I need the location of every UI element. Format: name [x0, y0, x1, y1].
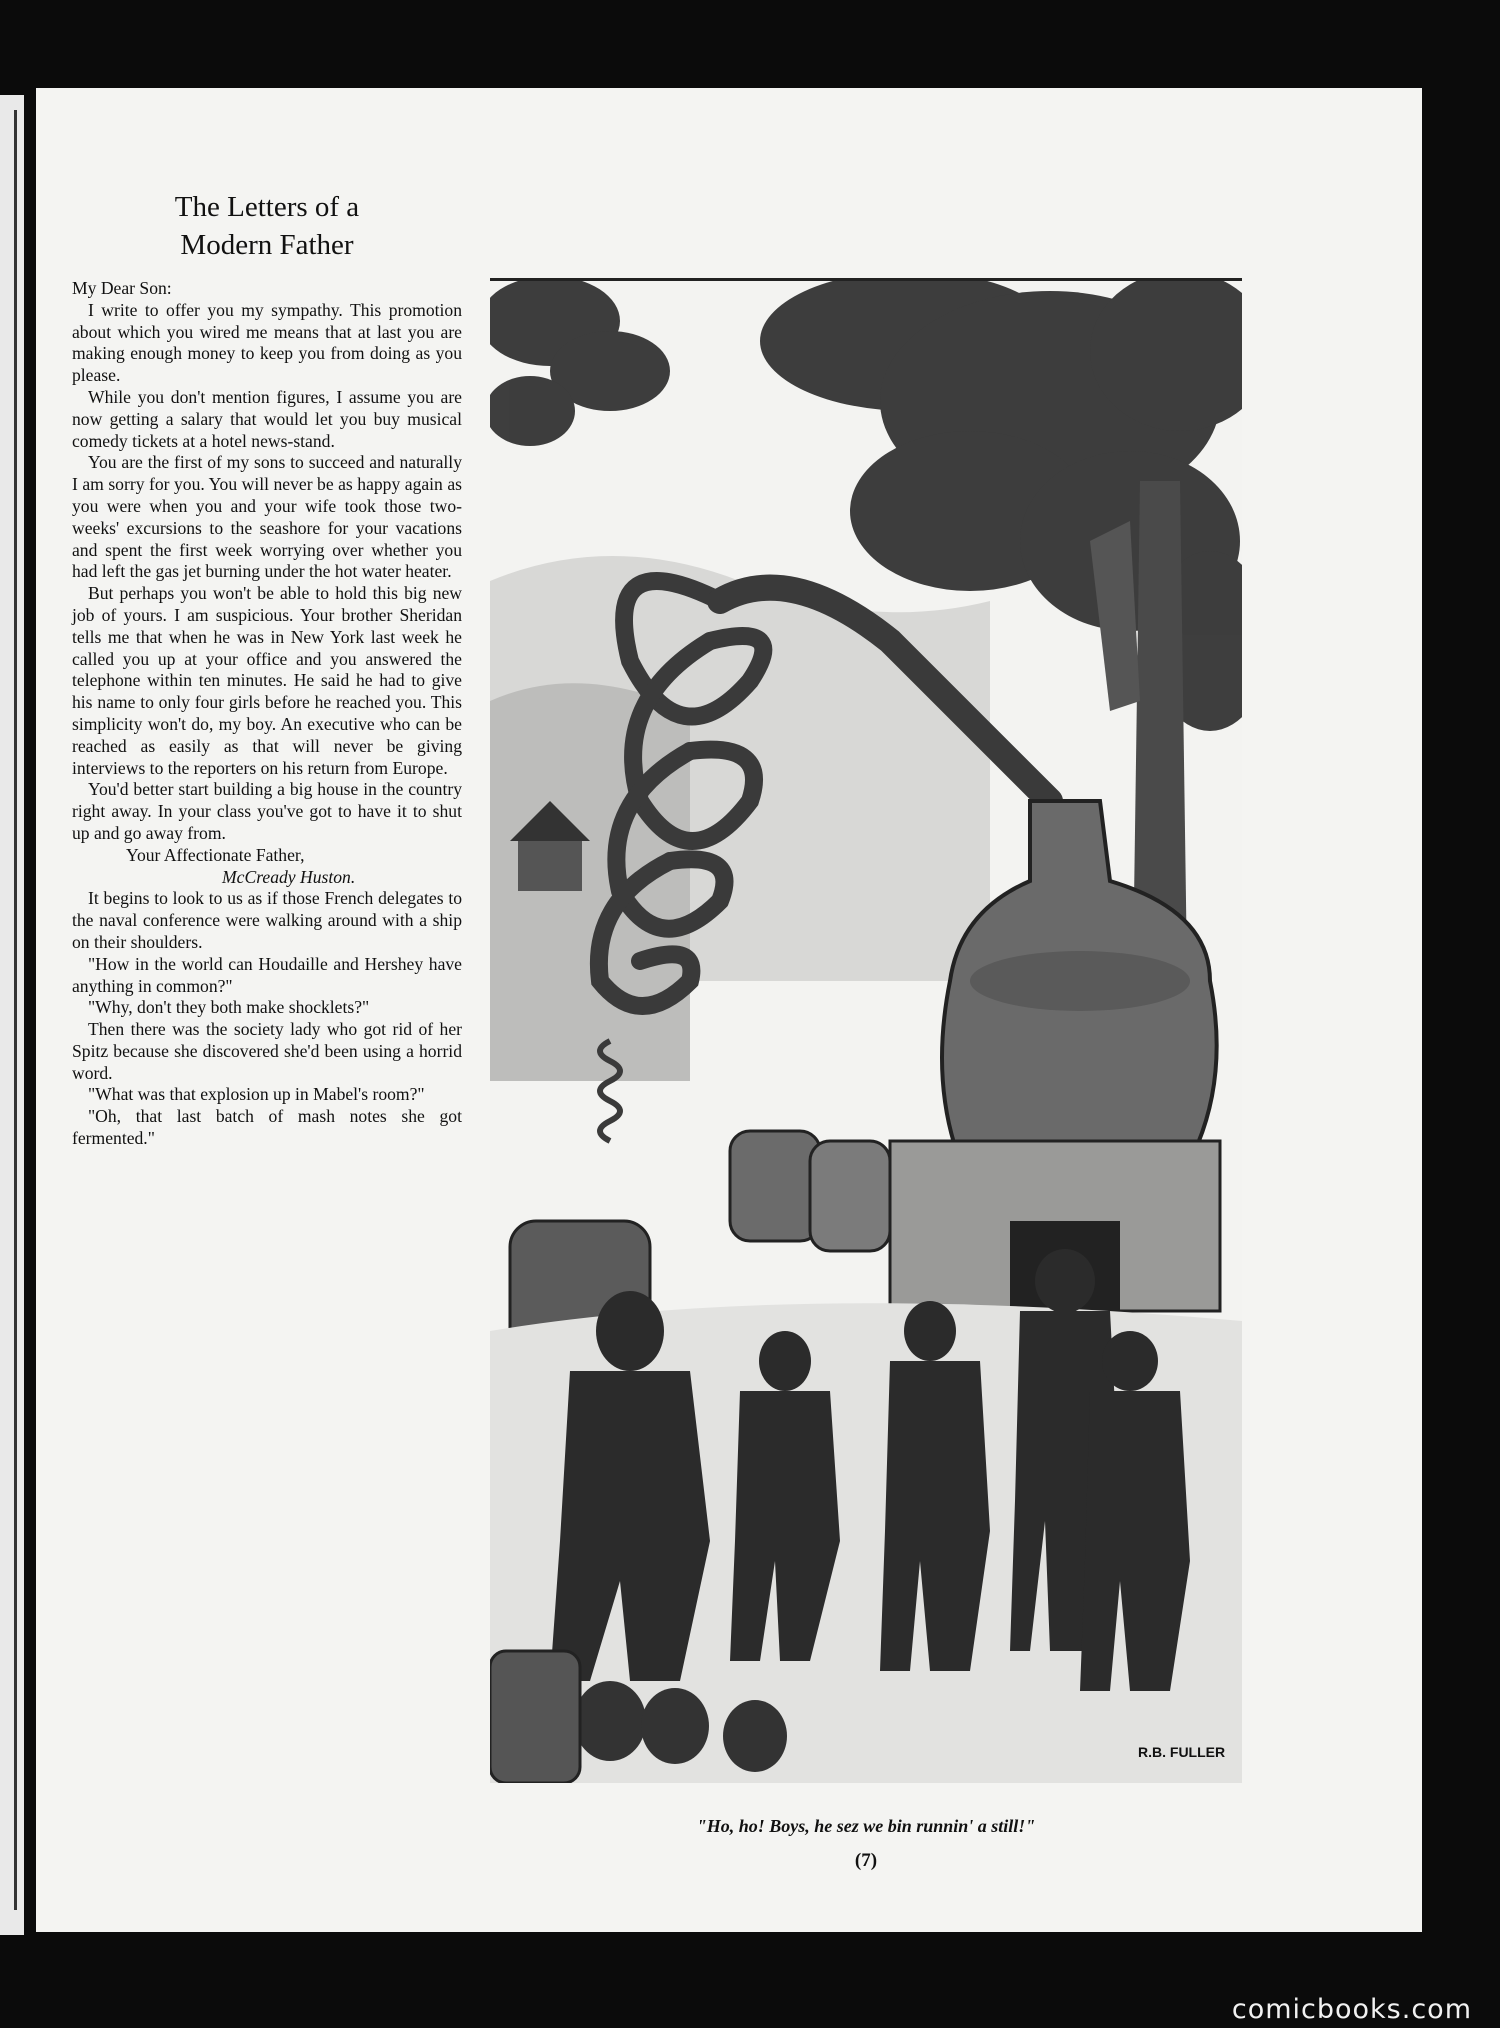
letter-paragraph: While you don't mention figures, I assume you are now getting a salary that would let you buy musical comedy tickets at a hotel news-stand. — [72, 386, 462, 451]
letter-paragraph: You are the first of my sons to succeed and naturally I am sorry for you. You will never be as happy again as you were when you and your wife took those two-weeks' excursions to the seashore for your vacations and spent the first week worrying over whether you had left the gas jet burning under the hot water heater. — [72, 452, 462, 582]
title-line-2: Modern Father — [180, 229, 354, 261]
joke-item: "How in the world can Houdaille and Hershey have anything in common?" — [72, 953, 462, 996]
magazine-page — [36, 88, 1422, 1932]
site-watermark: comicbooks.com — [1231, 1994, 1472, 2025]
letter-paragraph: I write to offer you my sympathy. This promotion about which you wired me means that at last you are making enough money to keep you from doing as you please. — [72, 299, 462, 386]
previous-page-edge — [0, 95, 24, 1935]
text-column — [72, 188, 462, 1150]
artist-signature: R.B. FULLER — [1138, 1744, 1226, 1760]
joke-item: It begins to look to us as if those French delegates to the naval conference were walking around with a ship on their shoulders. — [72, 888, 462, 952]
salutation: My Dear Son: — [72, 278, 172, 298]
moonshine-still-drawing — [490, 281, 1242, 1783]
letter-paragraph: You'd better start building a big house in the country right away. In your class you've got to have it to shut up and go away from. — [72, 779, 462, 843]
letter-signature: McCready Huston. — [222, 866, 356, 887]
letter-closing: Your Affectionate Father, — [126, 844, 305, 865]
joke-item: "What was that explosion up in Mabel's room?" — [88, 1084, 425, 1105]
letter-body — [72, 278, 462, 1150]
title-line-1: The Letters of a — [174, 191, 360, 223]
article-title — [72, 188, 462, 264]
page-number: (7) — [854, 1850, 878, 1871]
joke-item: "Oh, that last batch of mash notes she got fermented." — [72, 1106, 462, 1149]
joke-item: Then there was the society lady who got rid of her Spitz because she discovered she'd been using a horrid word. — [72, 1019, 462, 1083]
joke-item: "Why, don't they both make shocklets?" — [88, 997, 370, 1018]
letter-paragraph: But perhaps you won't be able to hold this big new job of yours. I am suspicious. Your brother Sheridan tells me that when he was in New York last week he called you up at your office and you answered the telephone within ten minutes. He said he had to give his name to only four girls before he reached you. This simplicity won't do, my boy. An executive who can be reached as easily as that will never be giving interviews to the reporters on his return from Europe. — [72, 583, 462, 778]
binding-shadow — [14, 110, 17, 1910]
cartoon-illustration — [490, 278, 1242, 1783]
cartoon-caption: "Ho, ho! Boys, he sez we bin runnin' a still!" — [696, 1816, 1036, 1836]
